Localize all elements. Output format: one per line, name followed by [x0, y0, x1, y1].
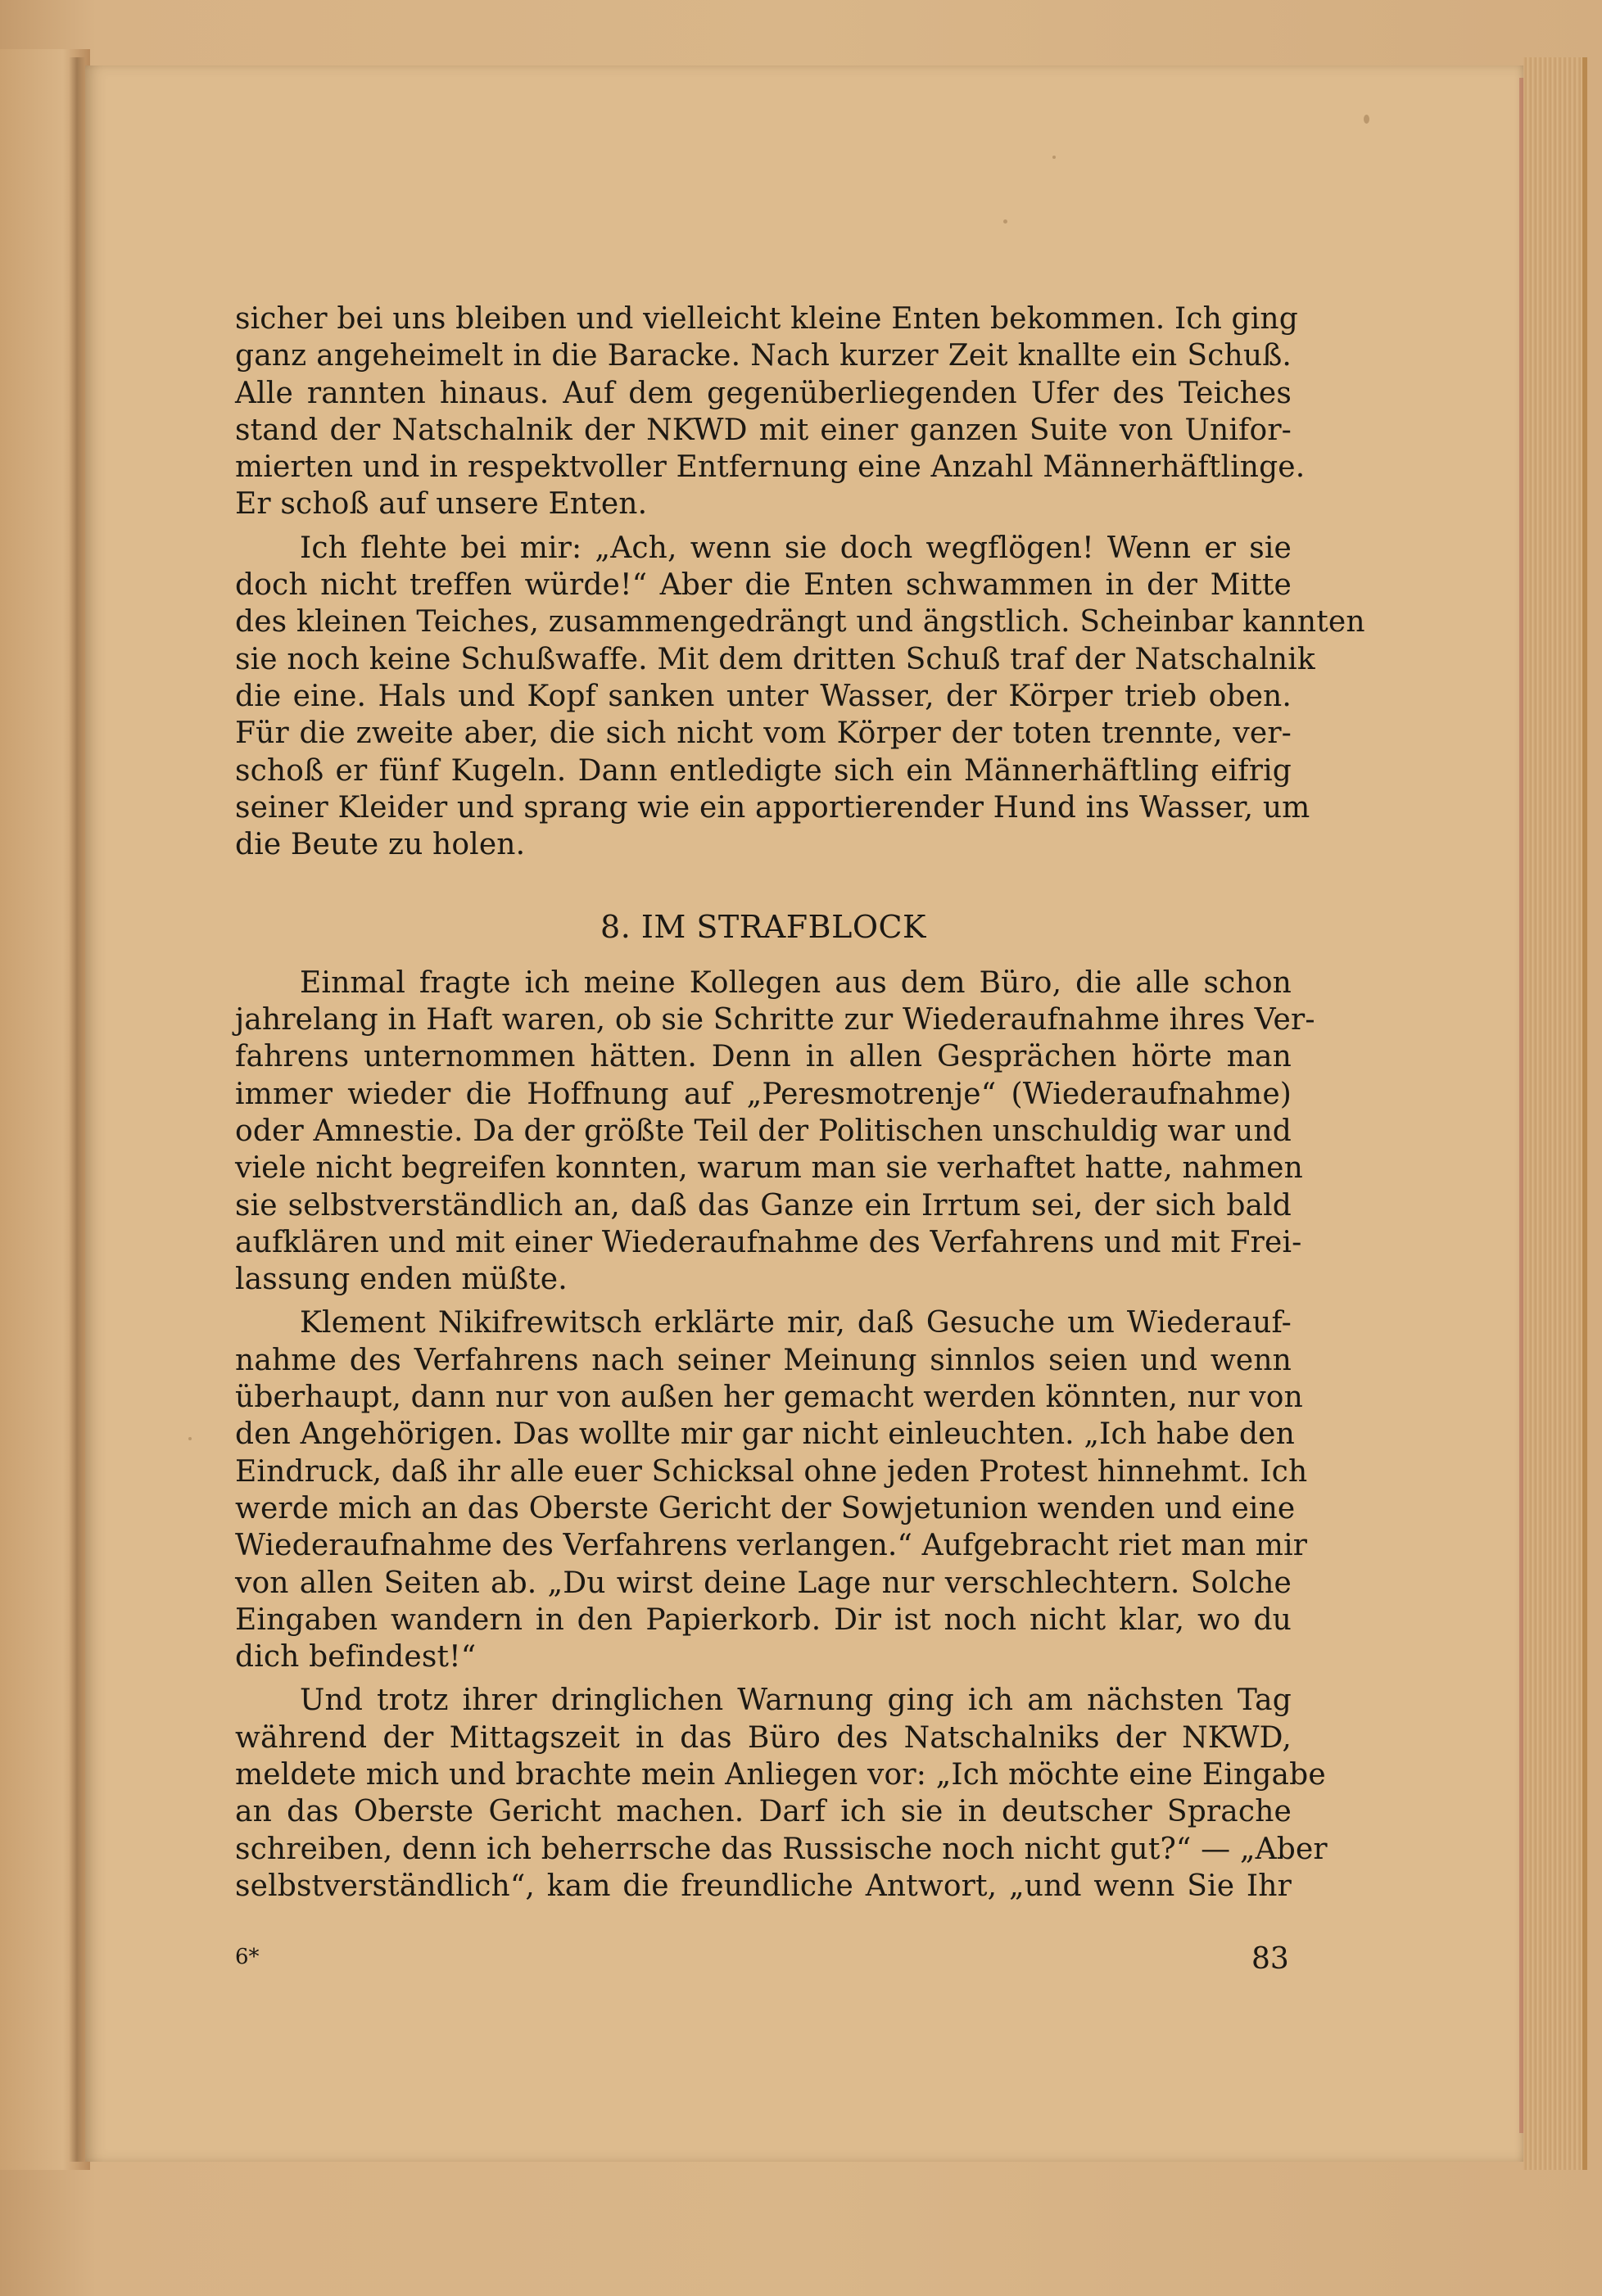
text-line: den Angehörigen. Das wollte mir gar nicht einleuchten. „Ich habe den	[235, 1417, 1295, 1452]
paragraph-3	[235, 965, 1315, 1299]
text-line: sicher bei uns bleiben und vielleicht kleine Enten bekommen. Ich ging	[235, 302, 1298, 336]
text-line: lassung enden müßte.	[235, 1263, 568, 1297]
text-line: die Beute zu holen.	[235, 828, 526, 862]
text-line: dich befindest!“	[235, 1640, 477, 1675]
text-line: Alle rannten hinaus. Auf dem gegenüberliegenden Ufer des Teiches	[235, 376, 1292, 410]
text-line: sie noch keine Schußwaffe. Mit dem dritten Schuß traf der Natschalnik	[235, 642, 1315, 676]
text-line: ganz angeheimelt in die Baracke. Nach kurzer Zeit knallte ein Schuß.	[235, 339, 1292, 373]
paragraph-2	[235, 530, 1365, 864]
paragraph-1	[235, 301, 1306, 523]
text-line: immer wieder die Hoffnung auf „Peresmotrenje“ (Wiederaufnahme)	[235, 1077, 1292, 1111]
paper-spot	[1003, 219, 1007, 224]
text-line: Er schoß auf unsere Enten.	[235, 487, 648, 522]
text-line: Eingaben wandern in den Papierkorb. Dir ist noch nicht klar, wo du	[235, 1602, 1292, 1637]
text-line: die eine. Hals und Kopf sanken unter Wasser, der Körper trieb oben.	[235, 679, 1292, 713]
text-line: meldete mich und brachte mein Anliegen vor: „Ich möchte eine Eingabe	[235, 1757, 1326, 1792]
text-line: oder Amnestie. Da der größte Teil der Politischen unschuldig war und	[235, 1114, 1292, 1148]
text-line: Wiederaufnahme des Verfahrens verlangen.“ Aufgebracht riet man mir	[235, 1529, 1308, 1563]
chapter-heading: 8. IM STRAFBLOCK	[600, 909, 926, 946]
text-line: Für die zweite aber, die sich nicht vom Körper der toten trennte, ver-	[235, 716, 1292, 751]
text-line: Ich flehte bei mir: „Ach, wenn sie doch wegflögen! Wenn er sie	[300, 531, 1292, 565]
text-line: überhaupt, dann nur von außen her gemacht werden könnten, nur von	[235, 1381, 1303, 1415]
page-stack-edge	[1523, 57, 1587, 2170]
paper-spot	[188, 1437, 192, 1440]
text-line: Eindruck, daß ihr alle euer Schicksal ohne jeden Protest hinnehmt. Ich	[235, 1454, 1308, 1489]
paragraph-5	[235, 1682, 1328, 1905]
paragraph-4	[235, 1304, 1308, 1675]
text-line: von allen Seiten ab. „Du wirst deine Lage nur verschlechtern. Solche	[235, 1566, 1292, 1600]
text-line: sie selbstverständlich an, daß das Ganze ein Irrtum sei, der sich bald	[235, 1188, 1292, 1223]
text-line: an das Oberste Gericht machen. Darf ich sie in deutscher Sprache	[235, 1795, 1292, 1829]
text-line: jahrelang in Haft waren, ob sie Schritte zur Wiederaufnahme ihres Ver-	[235, 1003, 1315, 1037]
text-line: selbstverständlich“, kam die freundliche Antwort, „und wenn Sie Ihr	[235, 1869, 1292, 1903]
page-number: 83	[1251, 1942, 1289, 1976]
text-line: viele nicht begreifen konnten, warum man sie verhaftet hatte, nahmen	[235, 1151, 1303, 1186]
text-line: während der Mittagszeit in das Büro des Natschalniks der NKWD,	[235, 1720, 1292, 1755]
text-line: seiner Kleider und sprang wie ein apportierender Hund ins Wasser, um	[235, 790, 1310, 825]
body-text	[235, 301, 1365, 1905]
book-gutter	[69, 57, 85, 2162]
text-line: werde mich an das Oberste Gericht der Sowjetunion wenden und eine	[235, 1491, 1296, 1525]
signature-mark: 6*	[235, 1945, 260, 1969]
text-line: fahrens unternommen hätten. Denn in allen Gesprächen hörte man	[235, 1040, 1292, 1074]
text-line: doch nicht treffen würde!“ Aber die Enten schwammen in der Mitte	[235, 568, 1292, 603]
paper-spot	[1364, 115, 1369, 124]
text-line: Einmal fragte ich meine Kollegen aus dem Büro, die alle schon	[300, 965, 1292, 1000]
text-line: stand der Natschalnik der NKWD mit einer ganzen Suite von Unifor-	[235, 413, 1292, 447]
text-line: schreiben, denn ich beherrsche das Russische noch nicht gut?“ — „Aber	[235, 1832, 1328, 1866]
text-line: Klement Nikifrewitsch erklärte mir, daß Gesuche um Wiederauf-	[300, 1306, 1292, 1340]
text-line: schoß er fünf Kugeln. Dann entledigte sich ein Männerhäftling eifrig	[235, 753, 1292, 788]
text-line: Und trotz ihrer dringlichen Warnung ging ich am nächsten Tag	[300, 1684, 1292, 1718]
text-line: aufklären und mit einer Wiederaufnahme des Verfahrens und mit Frei-	[235, 1225, 1302, 1259]
text-line: des kleinen Teiches, zusammengedrängt und ängstlich. Scheinbar kannten	[235, 605, 1365, 640]
text-line: mierten und in respektvoller Entfernung eine Anzahl Männerhäftlinge.	[235, 450, 1306, 485]
paper-spot	[1052, 156, 1056, 159]
text-line: nahme des Verfahrens nach seiner Meinung sinnlos seien und wenn	[235, 1343, 1292, 1377]
